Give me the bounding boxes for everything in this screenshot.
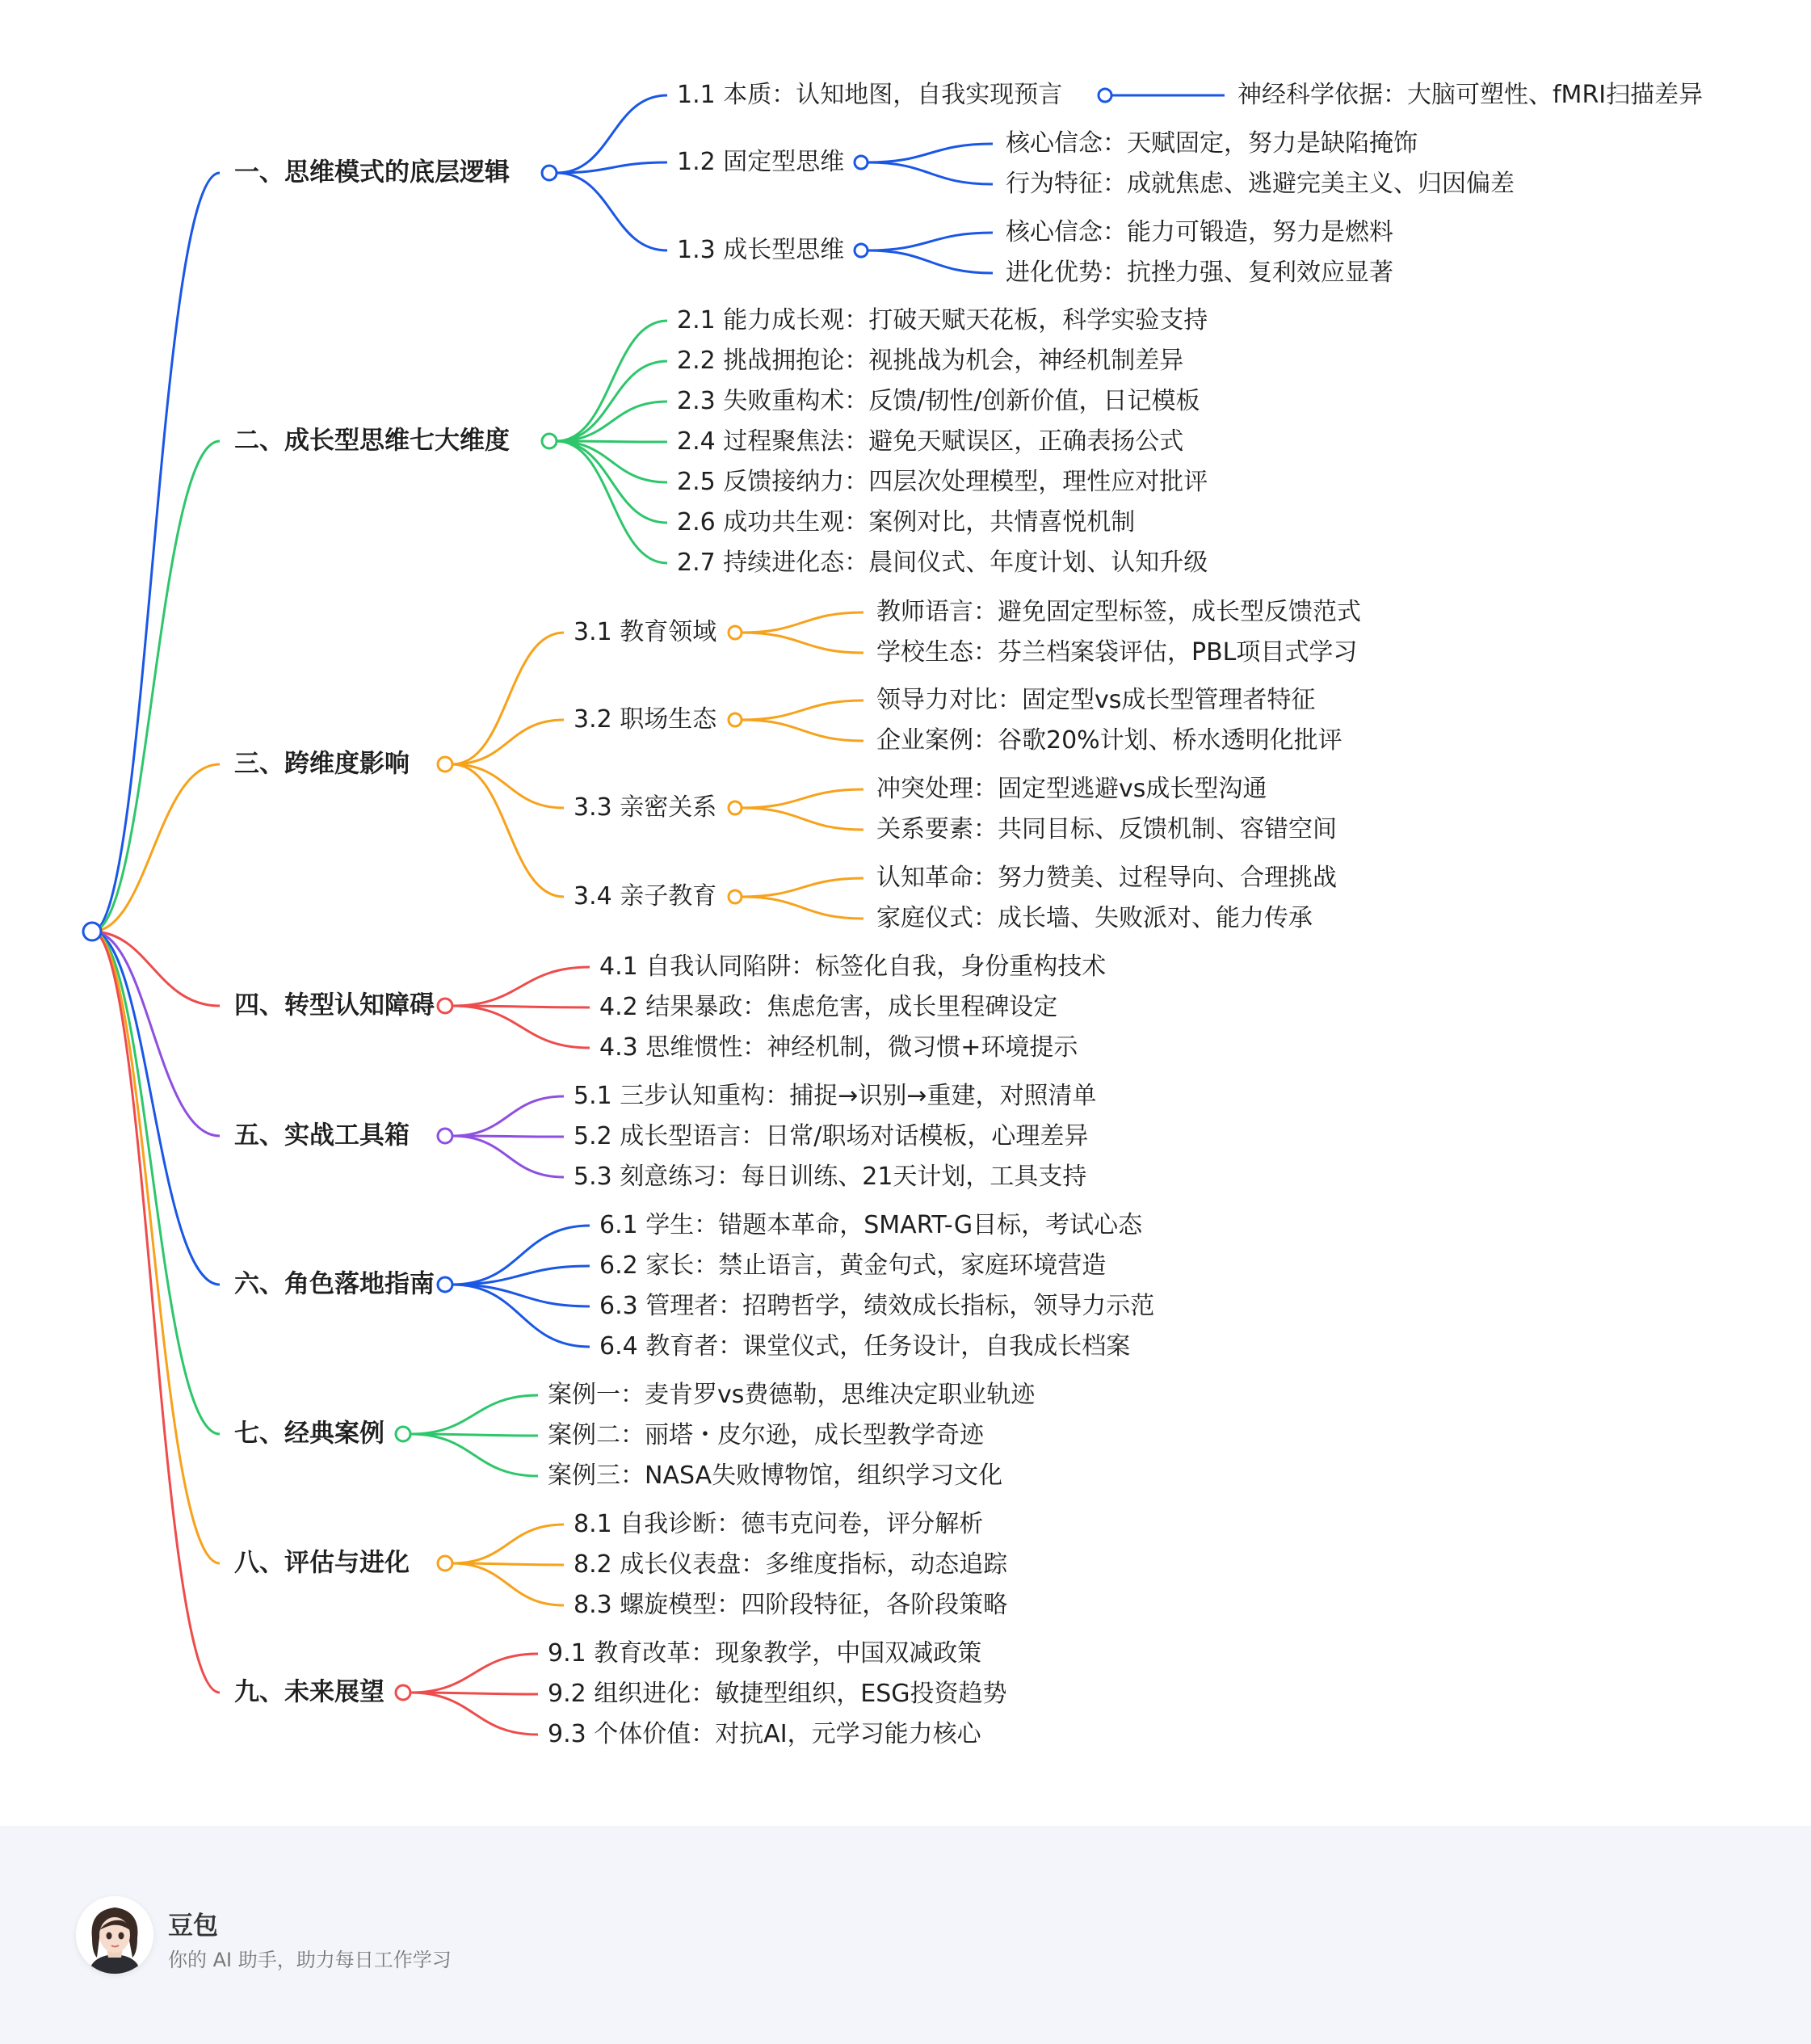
topic-node: 案例一：麦肯罗vs费德勒，思维决定职业轨迹	[548, 1381, 1036, 1409]
branch-collapse-toggle[interactable]	[438, 1277, 452, 1292]
topic-collapse-toggle[interactable]	[729, 626, 742, 639]
branch-connector	[452, 720, 564, 764]
brand-tagline: 你的 AI 助手，助力每日工作学习	[168, 1949, 452, 1971]
topic-node: 3.2 职场生态	[574, 705, 717, 734]
root-connector	[92, 932, 220, 1285]
topic-node: 2.6 成功共生观：案例对比，共情喜悦机制	[677, 508, 1136, 536]
topic-node: 9.1 教育改革：现象教学，中国双减政策	[548, 1639, 982, 1668]
topic-node: 1.1 本质：认知地图，自我实现预言	[677, 81, 1063, 109]
subtopic-connector	[742, 700, 863, 720]
branch-connector	[410, 1654, 538, 1693]
subtopic-connector	[742, 897, 863, 919]
subtopic-connector	[868, 144, 993, 162]
branch-title: 五、实战工具箱	[234, 1121, 410, 1150]
branch-connector	[557, 441, 667, 563]
avatar-icon	[76, 1896, 153, 1974]
branch-title: 二、成长型思维七大维度	[234, 426, 510, 456]
branch-connector	[452, 1096, 564, 1136]
topic-node: 6.4 教育者：课堂仪式，任务设计，自我成长档案	[599, 1332, 1131, 1361]
topic-node: 9.3 个体价值：对抗AI，元学习能力核心	[548, 1720, 981, 1748]
topic-collapse-toggle[interactable]	[1099, 89, 1111, 102]
branch-connector	[557, 361, 667, 441]
branch-title: 三、跨维度影响	[234, 749, 410, 779]
subtopic-connector	[868, 233, 993, 250]
topic-collapse-toggle[interactable]	[729, 713, 742, 726]
branch-connector	[452, 1136, 564, 1177]
subtopic-node: 认知革命：努力赞美、过程导向、合理挑战	[876, 864, 1337, 892]
subtopic-connector	[742, 612, 863, 633]
branch-collapse-toggle[interactable]	[396, 1427, 410, 1441]
branch-title: 七、经典案例	[234, 1419, 384, 1449]
topic-node: 1.2 固定型思维	[677, 148, 845, 176]
subtopic-node: 进化优势：抗挫力强、复利效应显著	[1006, 259, 1393, 287]
topic-node: 2.7 持续进化态：晨间仪式、年度计划、认知升级	[677, 549, 1208, 577]
subtopic-connector	[868, 162, 993, 184]
topic-node: 8.1 自我诊断：德韦克问卷，评分解析	[574, 1510, 984, 1538]
topic-node: 8.2 成长仪表盘：多维度指标，动态追踪	[574, 1550, 1008, 1579]
topic-node: 4.2 结果暴政：焦虑危害，成长里程碑设定	[599, 993, 1058, 1021]
branch-connector	[452, 764, 564, 808]
topic-node: 5.2 成长型语言：日常/职场对话模板，心理差异	[574, 1122, 1089, 1150]
topic-node: 1.3 成长型思维	[677, 236, 845, 264]
subtopic-connector	[742, 808, 863, 830]
topic-node: 6.1 学生：错题本革命，SMART-G目标，考试心态	[599, 1211, 1143, 1239]
branch-collapse-toggle[interactable]	[438, 1556, 452, 1571]
branch-collapse-toggle[interactable]	[396, 1685, 410, 1700]
branch-connector	[557, 173, 667, 250]
branch-collapse-toggle[interactable]	[438, 999, 452, 1013]
branch-connector	[557, 402, 667, 441]
branch-connector	[410, 1395, 538, 1434]
branch-connector	[452, 764, 564, 897]
branch-connector	[452, 1006, 590, 1048]
avatar	[76, 1896, 153, 1974]
branch-collapse-toggle[interactable]	[542, 166, 557, 180]
subtopic-node: 企业案例：谷歌20%计划、桥水透明化批评	[876, 726, 1342, 755]
topic-node: 4.3 思维惯性：神经机制，微习惯+环境提示	[599, 1033, 1078, 1062]
root-connector	[92, 932, 220, 1434]
topic-node: 2.2 挑战拥抱论：视挑战为机会，神经机制差异	[677, 347, 1184, 375]
branch-title: 四、转型认知障碍	[234, 990, 435, 1020]
subtopic-connector	[742, 789, 863, 808]
branch-connector	[452, 1525, 564, 1563]
subtopic-connector	[742, 633, 863, 653]
subtopic-node: 家庭仪式：成长墙、失败派对、能力传承	[876, 904, 1313, 932]
topic-node: 8.3 螺旋模型：四阶段特征，各阶段策略	[574, 1591, 1008, 1619]
topic-collapse-toggle[interactable]	[729, 890, 742, 903]
subtopic-node: 关系要素：共同目标、反馈机制、容错空间	[876, 815, 1337, 843]
subtopic-connector	[742, 720, 863, 741]
subtopic-node: 行为特征：成就焦虑、逃避完美主义、归因偏差	[1006, 170, 1515, 198]
branch-connector	[557, 321, 667, 441]
subtopic-node: 神经科学依据：大脑可塑性、fMRI扫描差异	[1237, 81, 1704, 109]
branch-connector	[452, 1285, 590, 1347]
topic-collapse-toggle[interactable]	[855, 156, 868, 169]
branch-connector	[452, 633, 564, 764]
branch-title: 六、角色落地指南	[234, 1269, 435, 1299]
branch-title: 一、思维模式的底层逻辑	[234, 158, 510, 187]
subtopic-node: 学校生态：芬兰档案袋评估，PBL项目式学习	[876, 638, 1358, 667]
topic-node: 4.1 自我认同陷阱：标签化自我，身份重构技术	[599, 953, 1107, 981]
branch-title: 八、评估与进化	[234, 1548, 410, 1578]
topic-node: 3.4 亲子教育	[574, 882, 717, 911]
branch-connector	[410, 1434, 538, 1476]
topic-node: 5.1 三步认知重构：捕捉→识别→重建，对照清单	[574, 1082, 1097, 1110]
brand-name: 豆包	[168, 1912, 218, 1941]
root-node[interactable]	[83, 923, 101, 940]
subtopic-node: 冲突处理：固定型逃避vs成长型沟通	[876, 775, 1267, 803]
topic-collapse-toggle[interactable]	[729, 801, 742, 814]
branch-connector	[452, 1563, 564, 1605]
root-connector	[92, 932, 220, 1563]
subtopic-connector	[742, 878, 863, 897]
branch-connector	[557, 162, 667, 173]
branch-connector	[452, 967, 590, 1006]
branch-collapse-toggle[interactable]	[438, 1129, 452, 1143]
root-connector	[92, 173, 220, 932]
topic-node: 3.3 亲密关系	[574, 793, 717, 822]
subtopic-node: 领导力对比：固定型vs成长型管理者特征	[876, 686, 1316, 714]
topic-node: 案例二：丽塔・皮尔逊，成长型教学奇迹	[548, 1421, 984, 1449]
topic-collapse-toggle[interactable]	[855, 244, 868, 257]
topic-node: 2.1 能力成长观：打破天赋天花板，科学实验支持	[677, 306, 1208, 334]
subtopic-node: 教师语言：避免固定型标签，成长型反馈范式	[876, 598, 1361, 626]
root-connector	[92, 932, 220, 1693]
subtopic-node: 核心信念：天赋固定，努力是缺陷掩饰	[1006, 129, 1418, 158]
topic-node: 案例三：NASA失败博物馆，组织学习文化	[548, 1462, 1003, 1490]
topic-node: 6.2 家长：禁止语言，黄金句式，家庭环境营造	[599, 1251, 1107, 1280]
topic-node: 2.3 失败重构术：反馈/韧性/创新价值，日记模板	[677, 387, 1200, 415]
topic-node: 2.4 过程聚焦法：避免天赋误区，正确表扬公式	[677, 427, 1184, 456]
topic-node: 2.5 反馈接纳力：四层次处理模型，理性应对批评	[677, 468, 1208, 496]
topic-node: 5.3 刻意练习：每日训练、21天计划，工具支持	[574, 1163, 1087, 1191]
branch-title: 九、未来展望	[234, 1677, 384, 1707]
footer	[0, 1826, 1811, 2044]
branch-collapse-toggle[interactable]	[542, 434, 557, 448]
subtopic-node: 核心信念：能力可锻造，努力是燃料	[1006, 218, 1393, 246]
branch-connector	[410, 1693, 538, 1735]
root-connector	[92, 764, 220, 932]
branch-collapse-toggle[interactable]	[438, 757, 452, 772]
branch-connector	[557, 95, 667, 173]
branch-connector	[557, 441, 667, 482]
topic-node: 3.1 教育领域	[574, 618, 717, 646]
subtopic-connector	[868, 250, 993, 273]
topic-node: 9.2 组织进化：敏捷型组织，ESG投资趋势	[548, 1680, 1007, 1708]
topic-node: 6.3 管理者：招聘哲学，绩效成长指标，领导力示范	[599, 1292, 1155, 1320]
